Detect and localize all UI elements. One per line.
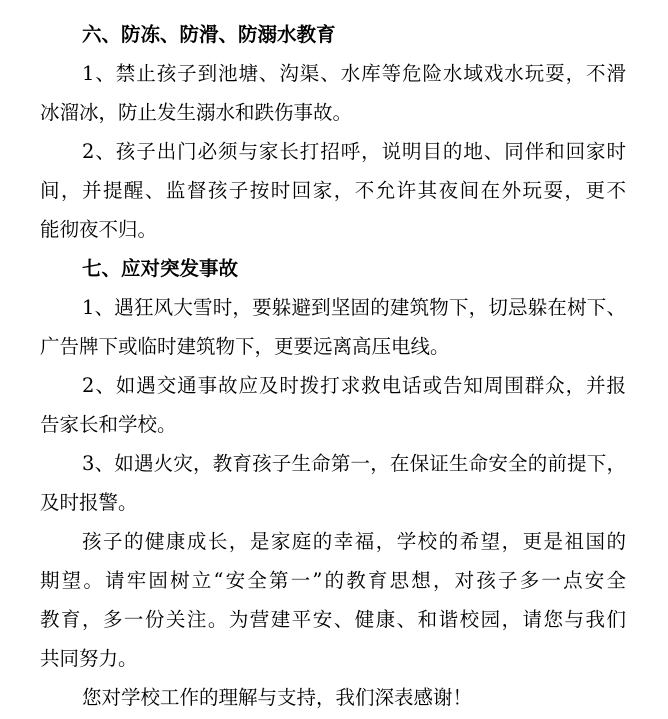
paragraph-line: 冰溜冰，防止发生溺水和跌伤事故。 bbox=[40, 101, 353, 124]
paragraph-line: 孩子的健康成长，是家庭的幸福，学校的希望，更是祖国的 bbox=[82, 530, 626, 553]
paragraph-line: 3、如遇火灾，教育孩子生命第一，在保证生命安全的前提下， bbox=[82, 452, 626, 475]
section-heading-6: 六、防冻、防滑、防溺水教育 bbox=[82, 23, 336, 46]
paragraph-line: 1、遇狂风大雪时，要躲避到坚固的建筑物下，切忌躲在树下、 bbox=[82, 296, 626, 319]
paragraph-line: 告家长和学校。 bbox=[40, 413, 177, 436]
paragraph-line: 及时报警。 bbox=[40, 491, 138, 514]
paragraph-line: 间，并提醒、监督孩子按时回家，不允许其夜间在外玩耍，更不 bbox=[40, 179, 626, 202]
closing-thanks: 您对学校工作的理解与支持，我们深表感谢！ bbox=[82, 686, 473, 709]
section-heading-7: 七、应对突发事故 bbox=[82, 257, 239, 280]
paragraph-line: 2、如遇交通事故应及时拨打求救电话或告知周围群众，并报 bbox=[82, 374, 626, 397]
paragraph-line: 广告牌下或临时建筑物下，更要远离高压电线。 bbox=[40, 335, 450, 358]
paragraph-line: 期望。请牢固树立“安全第一”的教育思想，对孩子多一点安全 bbox=[40, 569, 626, 592]
paragraph-line: 能彻夜不归。 bbox=[40, 218, 158, 241]
paragraph-line: 1、禁止孩子到池塘、沟渠、水库等危险水域戏水玩耍，不滑 bbox=[82, 62, 626, 85]
paragraph-line: 共同努力。 bbox=[40, 647, 138, 670]
paragraph-line: 教育，多一份关注。为营建平安、健康、和谐校园，请您与我们 bbox=[40, 608, 626, 631]
paragraph-line: 2、孩子出门必须与家长打招呼，说明目的地、同伴和回家时 bbox=[82, 140, 626, 163]
